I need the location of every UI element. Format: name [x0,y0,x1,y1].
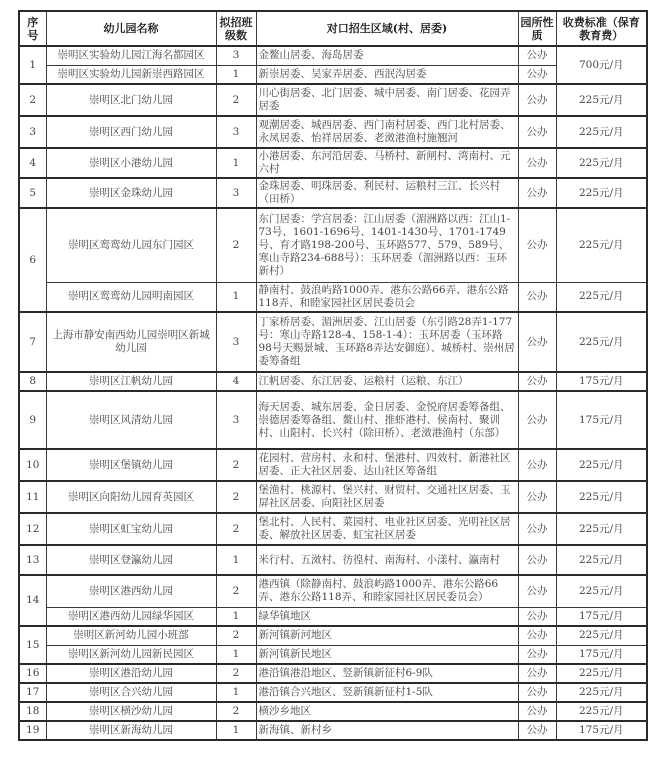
cell-seq: 19 [19,721,46,740]
cell-nature: 公办 [518,208,556,282]
cell-fee: 225元/月 [556,178,647,208]
cell-classes: 1 [216,645,256,664]
cell-seq: 4 [19,148,46,178]
cell-area: 港西镇（除静南村、鼓浪屿路1000弄、港东公路66弄、港东公路118弄、和睦家园社区居民委员会） [256,575,518,607]
cell-classes: 1 [216,683,256,702]
cell-name: 崇明区小港幼儿园 [46,148,216,178]
cell-nature: 公办 [518,449,556,481]
cell-classes: 3 [216,312,256,372]
cell-classes: 1 [216,65,256,84]
cell-nature: 公办 [518,116,556,148]
table-row [19,702,647,721]
cell-fee: 225元/月 [556,702,647,721]
cell-area: 丁家桥居委、湄洲居委、江山居委（东引路28弄1-177号：寒山寺路128-4、158-1-4）：玉环居委（玉环路98号天赐景城、玉环路8弄达安御庭）、城桥村、崇州居委筹备组 [256,312,518,372]
cell-seq: 3 [19,116,46,148]
cell-fee: 225元/月 [556,664,647,683]
cell-nature: 公办 [518,481,556,513]
cell-classes: 1 [216,607,256,626]
cell-name: 崇明区实验幼儿园江海名都园区 [46,46,216,65]
cell-name: 崇明区鸾鸾幼儿园明南园区 [46,282,216,312]
cell-fee: 225元/月 [556,312,647,372]
table-row [19,575,647,607]
cell-classes: 3 [216,116,256,148]
cell-classes: 2 [216,208,256,282]
table-row [19,664,647,683]
cell-seq: 18 [19,702,46,721]
cell-name: 崇明区新河幼儿园新民园区 [46,645,216,664]
cell-name: 崇明区鸾鸾幼儿园东门园区 [46,208,216,282]
cell-classes: 2 [216,84,256,116]
header-name: 幼儿园名称 [46,11,216,46]
cell-seq: 11 [19,481,46,513]
table-row [19,545,647,575]
table-row [19,208,647,282]
cell-classes: 1 [216,282,256,312]
table-row [19,65,647,84]
cell-fee: 225元/月 [556,626,647,645]
cell-name: 崇明区港沿幼儿园 [46,664,216,683]
header-fee: 收费标准（保育教育费） [556,11,647,46]
cell-area: 江帆居委、东江居委、运粮村（运粮、东江） [256,372,518,391]
cell-classes: 4 [216,372,256,391]
cell-classes: 1 [216,148,256,178]
cell-name: 崇明区新海幼儿园 [46,721,216,740]
cell-area: 金鳌山居委、海岛居委 [256,46,518,65]
cell-area: 堡北村、人民村、菜园村、电业社区居委、光明社区居委、解放社区居委、虹宝社区居委 [256,513,518,545]
cell-area: 新河镇新民地区 [256,645,518,664]
cell-seq: 7 [19,312,46,372]
table-row [19,607,647,626]
table-row [19,178,647,208]
table-row [19,372,647,391]
cell-area: 金珠居委、明珠居委、利民村、运粮村三江、长兴村（田桥） [256,178,518,208]
cell-fee: 175元/月 [556,721,647,740]
cell-classes: 2 [216,449,256,481]
cell-nature: 公办 [518,178,556,208]
cell-fee: 225元/月 [556,449,647,481]
header-nature: 园所性质 [518,11,556,46]
cell-nature: 公办 [518,545,556,575]
cell-name: 崇明区堡镇幼儿园 [46,449,216,481]
cell-nature: 公办 [518,607,556,626]
table-row [19,391,647,449]
cell-seq: 10 [19,449,46,481]
cell-fee: 225元/月 [556,148,647,178]
table-row [19,148,647,178]
cell-nature: 公办 [518,312,556,372]
cell-seq: 9 [19,391,46,449]
cell-area: 东门居委：学宫居委：江山居委（湄洲路以西：江山1-73号、1601-1696号、1401-1430号、1701-1749号、育才路198-200号、玉环路577、579、589号、寒山寺路234-688号）：玉环居委（湄洲路以西：玉环新村） [256,208,518,282]
cell-fee: 225元/月 [556,481,647,513]
cell-nature: 公办 [518,148,556,178]
cell-fee: 225元/月 [556,116,647,148]
cell-name: 崇明区港西幼儿园绿华园区 [46,607,216,626]
cell-seq: 12 [19,513,46,545]
table-row [19,683,647,702]
cell-classes: 2 [216,513,256,545]
cell-nature: 公办 [518,372,556,391]
cell-nature: 公办 [518,513,556,545]
cell-area: 港沿镇港沿地区、竖新镇新征村6-9队 [256,664,518,683]
cell-nature: 公办 [518,65,556,84]
cell-name: 上海市静安南西幼儿园崇明区新城幼儿园 [46,312,216,372]
cell-fee: 225元/月 [556,513,647,545]
cell-nature: 公办 [518,391,556,449]
cell-fee: 225元/月 [556,575,647,607]
cell-area: 小港居委、东河沿居委、马桥村、新闸村、湾南村、元六村 [256,148,518,178]
cell-classes: 2 [216,664,256,683]
cell-fee: 175元/月 [556,607,647,626]
table-row [19,84,647,116]
cell-seq: 5 [19,178,46,208]
cell-fee: 175元/月 [556,372,647,391]
cell-name: 崇明区西门幼儿园 [46,116,216,148]
cell-area: 绿华镇地区 [256,607,518,626]
cell-seq: 15 [19,626,46,664]
cell-name: 崇明区虹宝幼儿园 [46,513,216,545]
header-seq: 序号 [19,11,46,46]
cell-seq: 13 [19,545,46,575]
cell-nature: 公办 [518,84,556,116]
cell-nature: 公办 [518,683,556,702]
cell-name: 崇明区合兴幼儿园 [46,683,216,702]
cell-name: 崇明区风清幼儿园 [46,391,216,449]
cell-nature: 公办 [518,282,556,312]
table-row [19,481,647,513]
cell-seq: 14 [19,575,46,626]
cell-area: 新河镇新河地区 [256,626,518,645]
table-row [19,645,647,664]
cell-nature: 公办 [518,645,556,664]
cell-fee: 175元/月 [556,391,647,449]
cell-nature: 公办 [518,702,556,721]
cell-seq: 1 [19,46,46,84]
header-classes: 拟招班级数 [216,11,256,46]
cell-seq: 8 [19,372,46,391]
cell-seq: 2 [19,84,46,116]
cell-fee: 225元/月 [556,545,647,575]
cell-nature: 公办 [518,575,556,607]
table-row [19,513,647,545]
cell-name: 崇明区向阳幼儿园育英园区 [46,481,216,513]
cell-area: 堡渔村、桃源村、堡兴村、财贸村、交通社区居委、玉屏社区居委、向阳社区居委 [256,481,518,513]
kindergarten-enrollment-table [18,10,648,741]
cell-area: 港沿镇合兴地区、竖新镇新征村1-5队 [256,683,518,702]
cell-seq: 17 [19,683,46,702]
cell-classes: 3 [216,46,256,65]
cell-name: 崇明区金珠幼儿园 [46,178,216,208]
cell-seq: 16 [19,664,46,683]
table-row [19,312,647,372]
cell-fee: 700元/月 [556,46,647,84]
header-row [19,11,647,46]
cell-fee: 225元/月 [556,683,647,702]
cell-nature: 公办 [518,664,556,683]
cell-name: 崇明区江帆幼儿园 [46,372,216,391]
cell-name: 崇明区北门幼儿园 [46,84,216,116]
table-row [19,626,647,645]
cell-nature: 公办 [518,721,556,740]
cell-classes: 3 [216,391,256,449]
cell-area: 新崇居委、吴家弄居委、西泯沟居委 [256,65,518,84]
cell-classes: 1 [216,545,256,575]
cell-area: 观潮居委、城西居委、西门南村居委、西门北村居委、永凤居委、怡祥居居委、老滧港渔村施翘河 [256,116,518,148]
cell-classes: 1 [216,721,256,740]
cell-area: 花园村、营房村、永和村、堡港村、四效村、新港社区居委、正大社区居委、达山社区筹备组 [256,449,518,481]
cell-nature: 公办 [518,46,556,65]
cell-classes: 2 [216,575,256,607]
table-row [19,46,647,65]
cell-fee: 175元/月 [556,645,647,664]
cell-area: 静南村、鼓浪屿路1000弄、港东公路66弄、港东公路118弄、和睦家园社区居民委员会 [256,282,518,312]
cell-area: 新海镇、新村乡 [256,721,518,740]
table-row [19,721,647,740]
cell-name: 崇明区登瀛幼儿园 [46,545,216,575]
cell-fee: 225元/月 [556,84,647,116]
cell-seq: 6 [19,208,46,312]
cell-area: 米行村、五滧村、彷徨村、南海村、小漾村、瀛南村 [256,545,518,575]
table-row [19,116,647,148]
cell-fee: 225元/月 [556,282,647,312]
table-row [19,449,647,481]
cell-area: 川心街居委、北门居委、城中居委、南门居委、花园弄居委 [256,84,518,116]
cell-name: 崇明区港西幼儿园 [46,575,216,607]
cell-area: 海天居委、城东居委、金日居委、金悦府居委筹备组、崇德居委筹备组、鳌山村、推虾港村、侯南村、聚训村、山阳村、长兴村（除田桥）、老滧港渔村（东部） [256,391,518,449]
cell-classes: 2 [216,481,256,513]
cell-classes: 3 [216,178,256,208]
cell-classes: 2 [216,702,256,721]
cell-name: 崇明区实验幼儿园新崇西路园区 [46,65,216,84]
cell-name: 崇明区新河幼儿园小班部 [46,626,216,645]
cell-fee: 225元/月 [556,208,647,282]
header-area: 对口招生区域(村、居委) [256,11,518,46]
table-row [19,282,647,312]
cell-nature: 公办 [518,626,556,645]
cell-name: 崇明区横沙幼儿园 [46,702,216,721]
cell-classes: 2 [216,626,256,645]
cell-area: 横沙乡地区 [256,702,518,721]
